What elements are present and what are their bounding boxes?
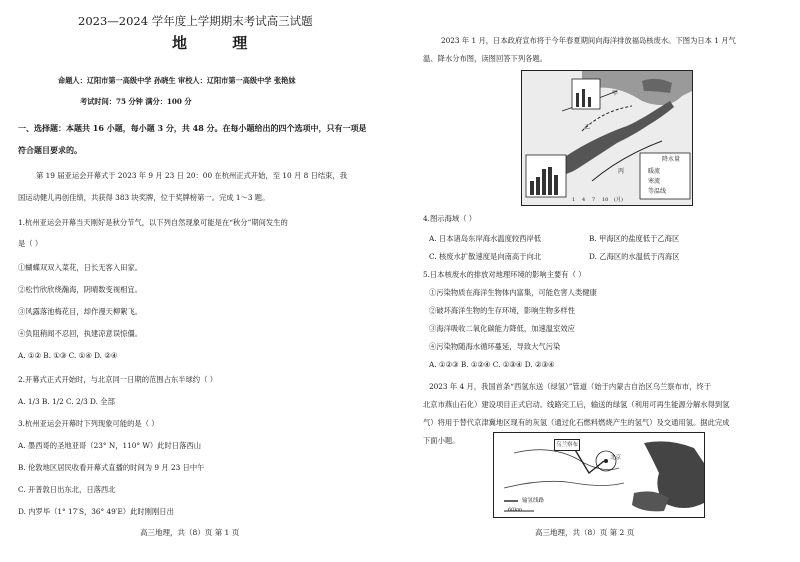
q5-item-2: ②破坏海洋生物的生存环境，影响生物多样性 [429, 306, 575, 315]
q1-item-2: ②松竹欣欣绕瀚海，阴晴数变视相宜。 [18, 285, 143, 294]
scale-bar-label: 60km [508, 507, 523, 513]
label-bing: 丙 [618, 168, 625, 175]
q4-option-b: B. 甲海区的盐度低于乙海区 [589, 234, 680, 243]
q5-item-3: ③海洋吸收二氧化碳能力降低，加速温室效应 [429, 324, 575, 333]
passage-1-cont: 温、降水分布图，读图回答下列各题。 [423, 54, 548, 63]
author-line: 命题人：辽阳市第一高级中学 孙晓生 审校人：辽阳市第一高级中学 张艳妹 [58, 76, 296, 85]
japan-map-graphic [522, 71, 692, 205]
legend-cold: 寒流 [648, 178, 661, 185]
legend-warm: 暖流 [648, 168, 661, 175]
q3-option-d: D. 内罗毕（1° 17′S，36° 49′E）此时刚刚日出 [18, 507, 174, 516]
section-heading: 一、选择题：本题共 16 小题，每小题 3 分，共 48 分。在每小题给出的四个选项中，只有一项是 [18, 123, 367, 133]
page-footer: 高三地理，共（8）页 第 2 页 [535, 528, 635, 537]
label-yi: 乙 [584, 124, 591, 131]
right-page [405, 0, 800, 562]
q3-option-a: A. 墨西哥的圣地亚哥（23° N，110° W）此时日落西山 [18, 441, 201, 450]
question-3: 3.杭州亚运会开幕时下列现象可能的是（ ） [18, 419, 159, 428]
q3-option-c: C. 开普敦日出东北，日落西北 [18, 485, 116, 494]
axis-10: 10 [602, 197, 609, 203]
q1-item-3: ③风露落池梅花目，却作漫天柳絮飞。 [18, 307, 143, 316]
page-footer: 高三地理，共（8）页 第 1 页 [140, 528, 240, 537]
q5-item-4: ④污染物随海水循环蔓延，导致大气污染 [429, 342, 561, 351]
q4-option-a: A. 日本诸岛东岸海水温度较西岸低 [429, 234, 542, 243]
q2-options: A. 1/3 B. 1/2 C. 2/3 D. 全部 [18, 397, 115, 406]
passage-2-cont1: 北京市燕山石化）建设项目正式启动。线路完工后，输送的绿氢（利用可再生能源分解水得到氢 [423, 400, 730, 409]
axis-month: (月) [614, 197, 623, 203]
q4-option-d: D. 乙海区的水温低于丙海区 [589, 252, 680, 261]
q3-option-b: B. 伦敦地区居民收看开幕式直播的时间为 9 月 23 日中午 [18, 463, 205, 472]
q1-item-1: ①蝴蝶双双入菜花，日长无客入田家。 [18, 263, 143, 272]
question-1-cont: 是（ ） [18, 239, 43, 248]
hydrogen-pipeline-map [493, 432, 705, 518]
q1-item-4: ④负阻稍闻不忍回，执建凉意误惊僵。 [18, 329, 143, 338]
passage-2-cont2: 气）将用于替代京津冀地区现有的灰氢（通过化石燃料燃烧产生的氢气）及交通用氢。据此完成 [423, 418, 730, 427]
q5-item-1: ①污染物质在海洋生物体内富集，可能危害人类健康 [429, 288, 597, 297]
passage-2: 2023 年 4 月，我国首条“西氢东送（绿氢）”管道（始于内蒙古自治区乌兰察布市，终于 [429, 382, 712, 391]
legend-isotherm: 等温线 [648, 188, 667, 195]
intro-text-cont: 国运动健儿再创佳绩，共获得 383 块奖牌，位于奖牌榜第一。完成 1～3 题。 [18, 193, 270, 202]
exam-title: 2023—2024 学年度上学期期末考试高三试题 [78, 14, 313, 28]
q5-options: A. ①②③ B. ①②④ C. ①③④ D. ②③④ [429, 360, 555, 369]
label-ulanqab: 乌兰察布 [554, 439, 580, 451]
axis-1: 1 [572, 197, 576, 203]
passage-1: 2023 年 1 月，日本政府宣布将于今年春夏期间向海洋排放福岛核废水。下图为日本 1 月气 [441, 36, 736, 45]
q4-option-c: C. 核废水扩散速度是向南高于向北 [429, 252, 542, 261]
question-2: 2.开幕式正式开始时，与北京同一日期的范围占东半球约（ ） [18, 375, 217, 384]
question-5: 5.日本核废水的排放对地理环境的影响主要有（ ） [423, 270, 586, 279]
section-heading-cont: 符合题目要求的。 [18, 145, 82, 155]
japan-climate-map [521, 70, 693, 206]
legend-title: 降水量 [662, 156, 681, 163]
q1-options: A. ①② B. ①③ C. ①④ D. ②④ [18, 351, 118, 360]
label-jia: 甲 [612, 90, 619, 97]
legend-pipeline: 输氢线路 [522, 498, 545, 504]
passage-2-cont3: 下面小题。 [423, 436, 460, 445]
axis-7: 7 [592, 197, 596, 203]
subject-title: 地 理 [172, 34, 268, 52]
exam-time-line: 考试时间：75 分钟 满分：100 分 [80, 97, 192, 106]
intro-text: 第 19 届亚运会开幕式于 2023 年 9 月 23 日 20：00 在杭州正式开始，至 10 月 8 日结束，我 [36, 171, 348, 180]
label-beijing: 北京 [610, 455, 622, 461]
axis-4: 4 [582, 197, 586, 203]
question-1: 1.杭州亚运会开幕当天刚好是秋分节气，以下列自然现象可能是在“秋分”期间发生的 [18, 218, 288, 227]
question-4: 4.图示海域（ ） [423, 214, 477, 223]
